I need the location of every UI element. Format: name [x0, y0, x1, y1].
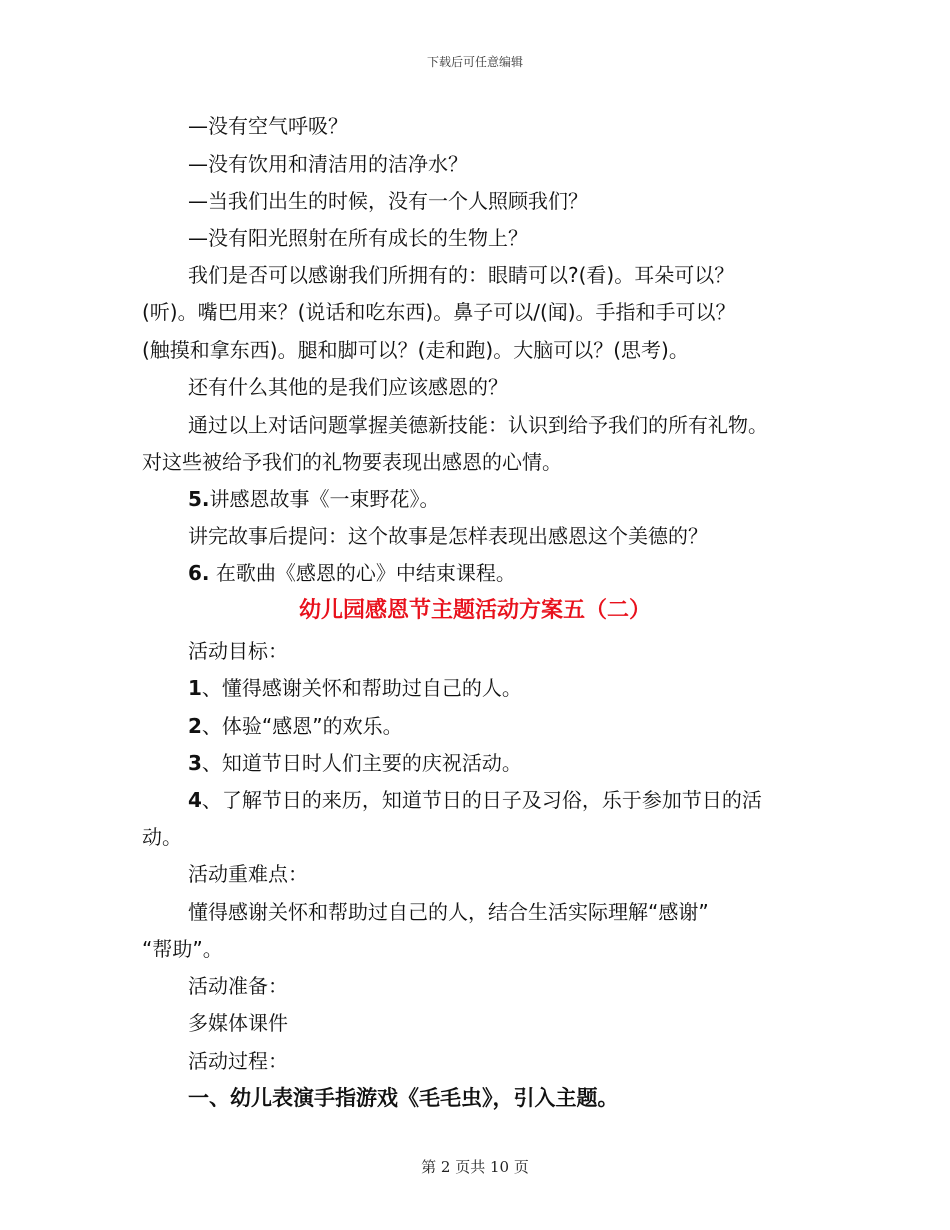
text-line: —当我们出生的时候，没有一个人照顾我们？	[188, 189, 588, 213]
process-label: 活动过程：	[188, 1049, 288, 1073]
item-text: 讲感恩故事《一束野花》。	[209, 487, 440, 511]
item-number: 3	[188, 751, 202, 775]
item-text: 在歌曲《感恩的心》中结束课程。	[209, 561, 516, 585]
text-line: 通过以上对话问题掌握美德新技能：认识到给予我们的所有礼物。	[188, 413, 768, 437]
text-line: 我们是否可以感谢我们所拥有的：眼睛可以?(看)。耳朵可以？	[188, 263, 735, 287]
item-number: 4	[188, 788, 202, 812]
text-line: —没有饮用和清洁用的洁净水？	[188, 152, 468, 176]
text-line: 讲完故事后提问：这个故事是怎样表现出感恩这个美德的？	[188, 524, 708, 548]
text-line: 懂得感谢关怀和帮助过自己的人，结合生活实际理解“感谢”	[188, 900, 709, 924]
item-number: 2	[188, 714, 202, 738]
item-number: 1	[188, 676, 202, 700]
goal-item	[188, 749, 522, 777]
key-points-label: 活动重难点：	[188, 862, 308, 886]
step-heading: 一、幼儿表演手指游戏《毛毛虫》，引入主题。	[188, 1086, 619, 1110]
item-text: 、了解节日的来历，知道节日的日子及习俗，乐于参加节日的活	[201, 788, 762, 812]
text-line: (触摸和拿东西)。腿和脚可以？(走和跑)。大脑可以？(思考)。	[142, 338, 689, 362]
page-footer: 第 2 页共 10 页	[421, 1158, 529, 1176]
goal-item	[188, 674, 522, 702]
text-line: 还有什么其他的是我们应该感恩的？	[188, 375, 508, 399]
item-text: 、懂得感谢关怀和帮助过自己的人。	[201, 676, 522, 700]
text-line: 对这些被给予我们的礼物要表现出感恩的心情。	[142, 450, 562, 474]
item-text: 、体验“感恩”的欢乐。	[201, 714, 403, 738]
goals-label: 活动目标：	[188, 639, 288, 663]
text-line: “帮助”。	[142, 937, 223, 961]
page-header: 下载后可任意编辑	[426, 55, 523, 69]
item-text: 、知道节日时人们主要的庆祝活动。	[201, 751, 522, 775]
text-line: 多媒体课件	[188, 1011, 288, 1035]
section-title: 幼儿园感恩节主题活动方案五（二）	[298, 598, 651, 623]
text-line: 动。	[142, 825, 182, 849]
goal-item	[188, 712, 403, 740]
text-line: —没有空气呼吸？	[188, 114, 348, 138]
item-number: 6.	[188, 561, 210, 585]
goal-item	[188, 786, 762, 814]
list-item-5	[188, 485, 440, 513]
item-number: 5.	[188, 487, 210, 511]
text-line: —没有阳光照射在所有成长的生物上？	[188, 226, 528, 250]
text-line: (听)。嘴巴用来？(说话和吃东西)。鼻子可以/(闻)。手指和手可以？	[142, 300, 736, 324]
preparation-label: 活动准备：	[188, 974, 288, 998]
list-item-6	[188, 559, 516, 587]
